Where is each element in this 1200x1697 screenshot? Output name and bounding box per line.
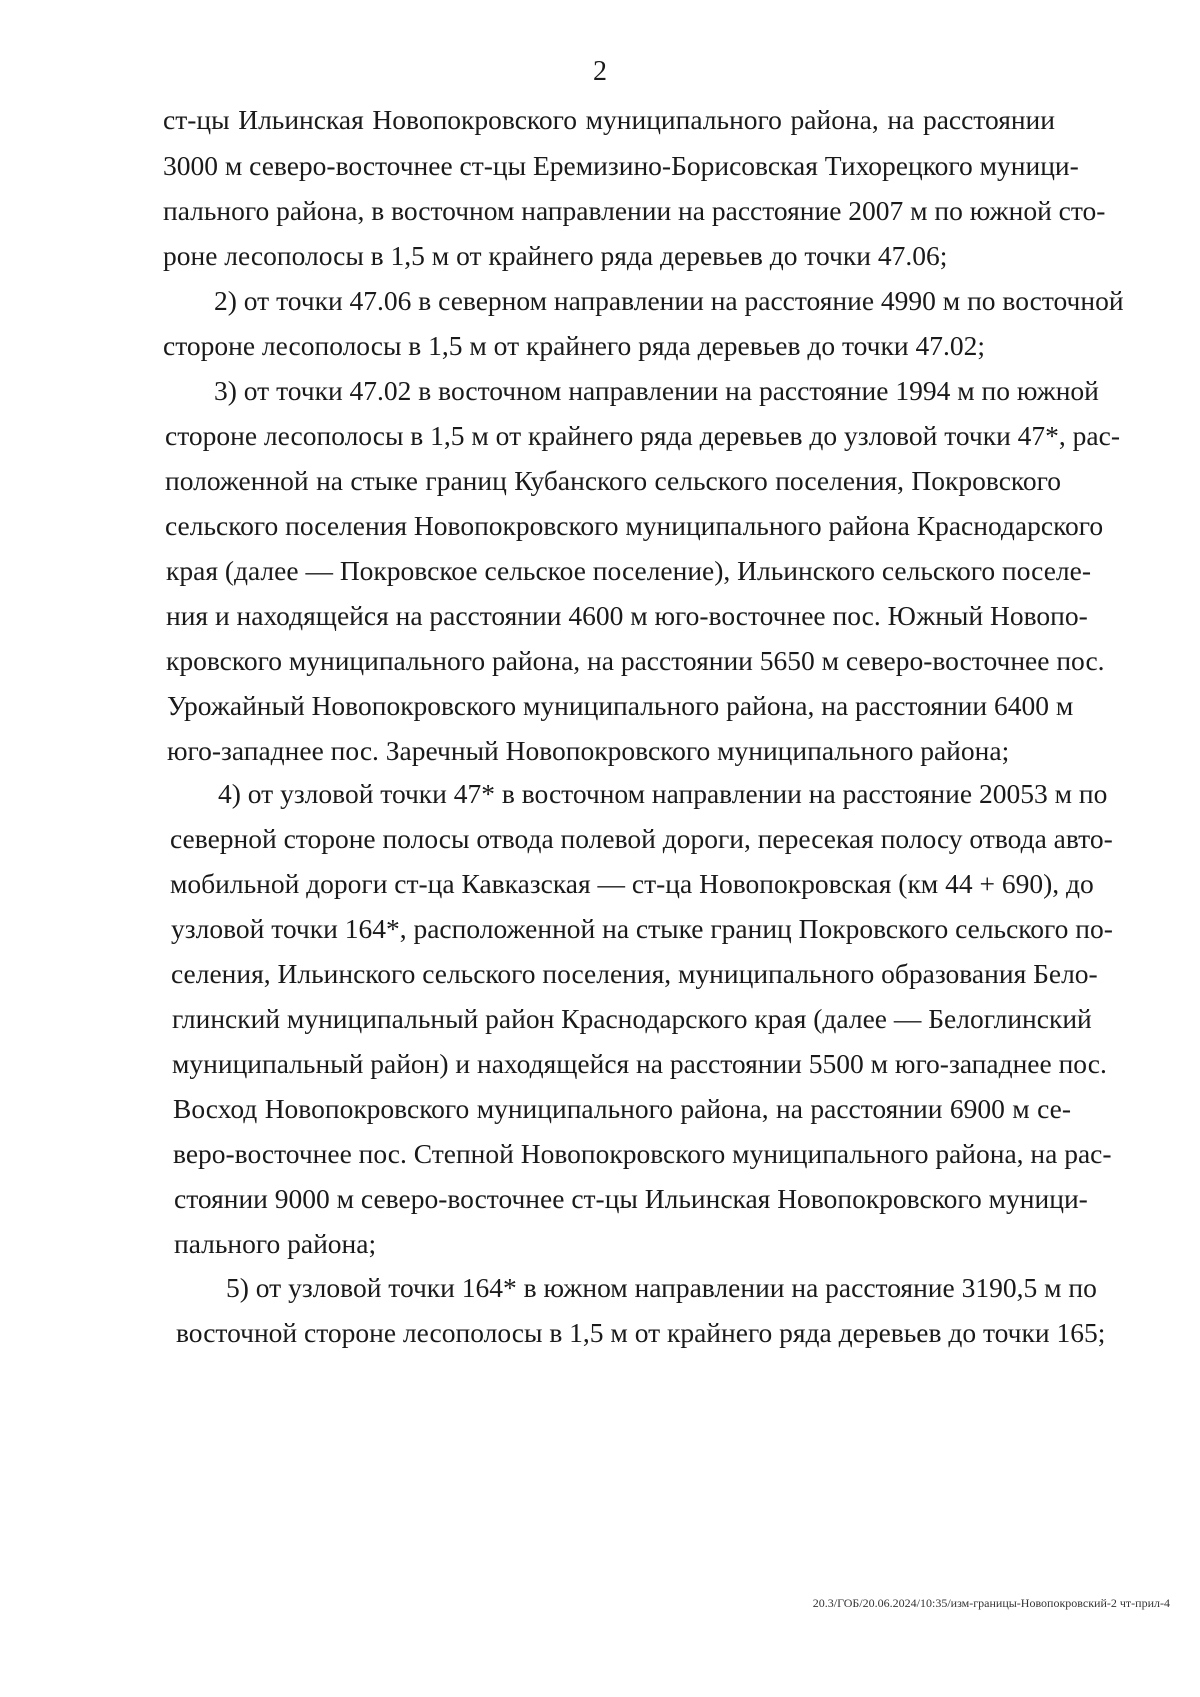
page-number: 2 — [593, 56, 607, 87]
text-line: мобильной дороги ст-ца Кавказская — ст-ца Новопокровская (км 44 + 690), до — [170, 868, 1094, 899]
document-footer: 20.3/ГОБ/20.06.2024/10:35/изм-границы-Новопокровский-2 чт-прил-4 — [812, 1596, 1170, 1610]
text-line: 5) от узловой точки 164* в южном направлении на расстояние 3190,5 м по — [226, 1272, 1097, 1303]
text-line: ст-цы Ильинская Новопокровского муниципального района, на расстоянии — [163, 104, 1055, 135]
text-line: глинский муниципальный район Краснодарского края (далее — Белоглинский — [172, 1003, 1092, 1034]
text-line: положенной на стыке границ Кубанского сельского поселения, Покровского — [165, 465, 1061, 496]
text-line: узловой точки 164*, расположенной на стыке границ Покровского сельского по- — [171, 913, 1113, 944]
text-line: 4) от узловой точки 47* в восточном направлении на расстояние 20053 м по — [218, 778, 1108, 809]
text-line: 3) от точки 47.02 в восточном направлении на расстояние 1994 м по южной — [214, 375, 1099, 406]
text-line: кровского муниципального района, на расстоянии 5650 м северо-восточнее пос. — [166, 645, 1105, 676]
text-line: северной стороне полосы отвода полевой дороги, пересекая полосу отвода авто- — [170, 823, 1113, 854]
text-line: 2) от точки 47.06 в северном направлении на расстояние 4990 м по восточной — [214, 285, 1124, 316]
text-line: селения, Ильинского сельского поселения, муниципального образования Бело- — [171, 958, 1098, 989]
text-line: стоянии 9000 м северо-восточнее ст-цы Ильинская Новопокровского муници- — [174, 1183, 1088, 1214]
text-line: стороне лесополосы в 1,5 м от крайнего ряда деревьев до узловой точки 47*, рас- — [165, 420, 1120, 451]
text-line: края (далее — Покровское сельское поселение), Ильинского сельского поселе- — [166, 555, 1092, 586]
text-line: роне лесополосы в 1,5 м от крайнего ряда деревьев до точки 47.06; — [163, 240, 948, 271]
text-line: восточной стороне лесополосы в 1,5 м от крайнего ряда деревьев до точки 165; — [176, 1317, 1106, 1348]
text-line: ния и находящейся на расстоянии 4600 м юго-восточнее пос. Южный Новопо- — [166, 600, 1088, 631]
text-line: муниципальный район) и находящейся на расстоянии 5500 м юго-западнее пос. — [172, 1048, 1107, 1079]
text-line: стороне лесополосы в 1,5 м от крайнего ряда деревьев до точки 47.02; — [163, 330, 985, 361]
text-line: пального района, в восточном направлении на расстояние 2007 м по южной сто- — [163, 195, 1106, 226]
text-line: Урожайный Новопокровского муниципального района, на расстоянии 6400 м — [167, 690, 1074, 721]
text-line: пального района; — [174, 1228, 377, 1259]
text-line: сельского поселения Новопокровского муниципального района Краснодарского — [165, 510, 1104, 541]
text-line: 3000 м северо-восточнее ст-цы Еремизино-Борисовская Тихорецкого муници- — [163, 150, 1079, 181]
text-line: веро-восточнее пос. Степной Новопокровского муниципального района, на рас- — [173, 1138, 1112, 1169]
text-line: Восход Новопокровского муниципального района, на расстоянии 6900 м се- — [173, 1093, 1071, 1124]
text-line: юго-западнее пос. Заречный Новопокровского муниципального района; — [167, 735, 1010, 766]
